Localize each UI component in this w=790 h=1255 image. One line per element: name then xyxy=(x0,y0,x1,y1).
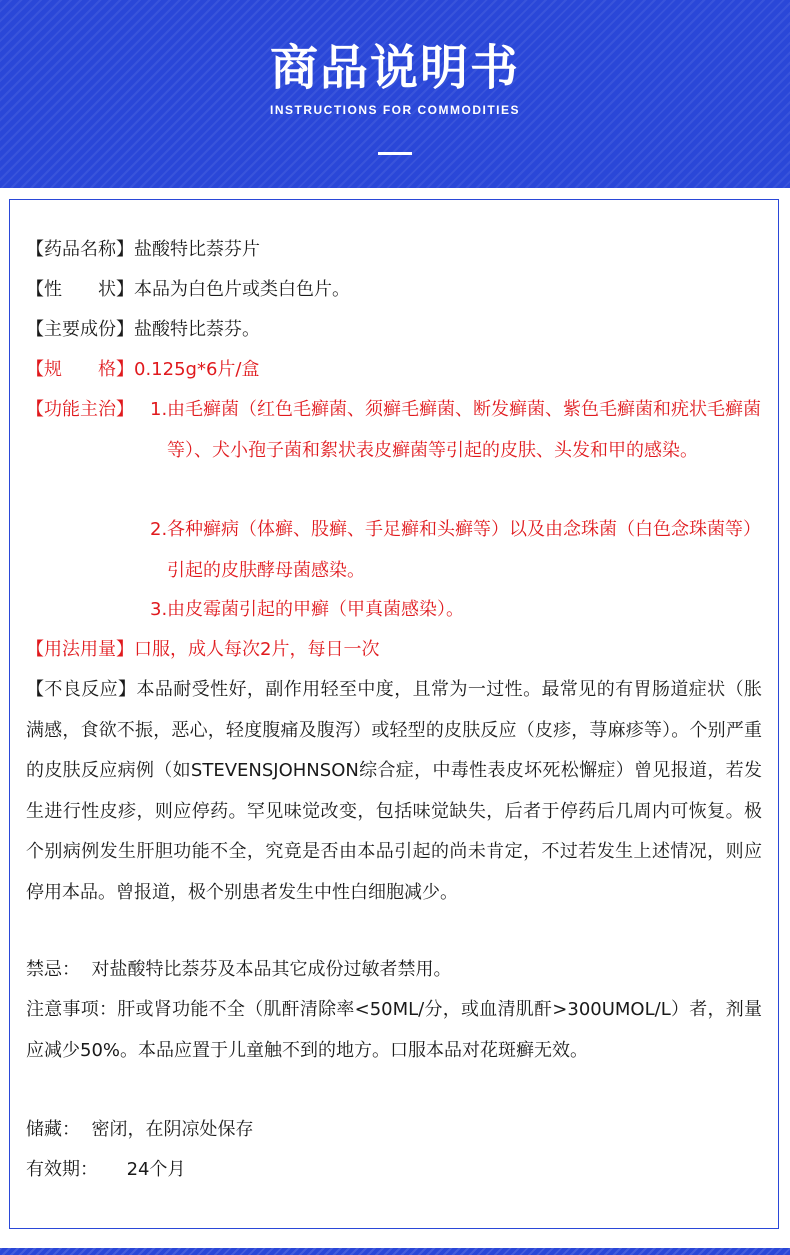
field-expiry xyxy=(26,1150,766,1190)
adverse-value: 本品耐受性好，副作用轻至中度，且常为一过性。最常见的有胃肠道症状（胀满感，食欲不振，恶心，轻度腹痛及腹泻）或轻型的皮肤反应（皮疹，荨麻疹等）。个别严重的皮肤反应病例（如STEVENSJOHNSON综合症，中毒性表皮坏死松懈症）曾见报道，若发生进行性皮疹，则应停药。罕见味觉改变，包括味觉缺失，后者于停药后几周内可恢复。极个别病例发生肝胆功能不全，究竟是否由本品引起的尚未肯定，不过若发生上述情况，则应停用本品。曾报道，极个别患者发生中性白细胞减少。 xyxy=(26,679,763,903)
indication-num-3: 3. xyxy=(150,599,168,620)
title-divider xyxy=(378,152,412,155)
adverse-label: 【不良反应】 xyxy=(26,679,137,700)
field-spec xyxy=(26,350,766,390)
expiry-value: 24个月 xyxy=(126,1159,186,1180)
ingredient-label: 【主要成份】 xyxy=(26,319,134,340)
drug-name-value: 盐酸特比萘芬片 xyxy=(134,239,260,260)
appearance-label: 【性 状】 xyxy=(26,279,134,300)
page-subtitle: INSTRUCTIONS FOR COMMODITIES xyxy=(270,103,520,117)
header-banner xyxy=(0,0,790,188)
spec-value: 0.125g*6片/盒 xyxy=(134,359,260,380)
contra-label: 禁忌： xyxy=(26,959,80,980)
usage-label: 【用法用量】 xyxy=(26,639,134,660)
appearance-value: 本品为白色片或类白色片。 xyxy=(134,279,350,300)
indication-text-3: 由皮霉菌引起的甲癣（甲真菌感染）。 xyxy=(167,599,464,620)
field-ingredient xyxy=(26,310,766,350)
field-drug-name xyxy=(26,230,766,270)
usage-value: 口服，成人每次2片，每日一次 xyxy=(134,639,380,660)
field-adverse xyxy=(26,670,762,913)
field-contraindication xyxy=(26,950,766,990)
indication-text-1: 由毛癣菌（红色毛癣菌、须癣毛癣菌、断发癣菌、紫色毛癣菌和疣状毛癣菌等）、犬小孢子菌和絮状表皮癣菌等引起的皮肤、头发和甲的感染。 xyxy=(167,399,761,461)
indication-item-1 xyxy=(150,390,762,471)
indication-label: 【功能主治】 xyxy=(26,399,134,420)
indication-num-2: 2. xyxy=(150,519,168,540)
storage-value: 密闭，在阴凉处保存 xyxy=(91,1119,254,1140)
contra-value: 对盐酸特比萘芬及本品其它成份过敏者禁用。 xyxy=(91,959,452,980)
caution-label: 注意事项： xyxy=(26,999,118,1020)
expiry-label: 有效期： xyxy=(26,1159,98,1180)
page-title: 商品说明书 xyxy=(269,40,520,96)
caution-value: 肝或肾功能不全（肌酐清除率<50ML/分，或血清肌酐>300UMOL/L）者，剂量应减少50%。本品应置于儿童触不到的地方。口服本品对花斑癣无效。 xyxy=(26,999,763,1061)
field-caution xyxy=(26,990,762,1071)
storage-label: 储藏： xyxy=(26,1119,80,1140)
indication-num-1: 1. xyxy=(150,399,168,420)
field-appearance xyxy=(26,270,766,310)
spec-label: 【规 格】 xyxy=(26,359,134,380)
indication-item-2 xyxy=(150,510,762,591)
footer-band xyxy=(0,1248,790,1255)
ingredient-value: 盐酸特比萘芬。 xyxy=(134,319,260,340)
field-usage xyxy=(26,630,766,670)
field-storage xyxy=(26,1110,766,1150)
indication-item-3 xyxy=(150,590,762,631)
drug-name-label: 【药品名称】 xyxy=(26,239,134,260)
indication-text-2: 各种癣病（体癣、股癣、手足癣和头癣等）以及由念珠菌（白色念珠菌等）引起的皮肤酵母菌感染。 xyxy=(167,519,761,581)
